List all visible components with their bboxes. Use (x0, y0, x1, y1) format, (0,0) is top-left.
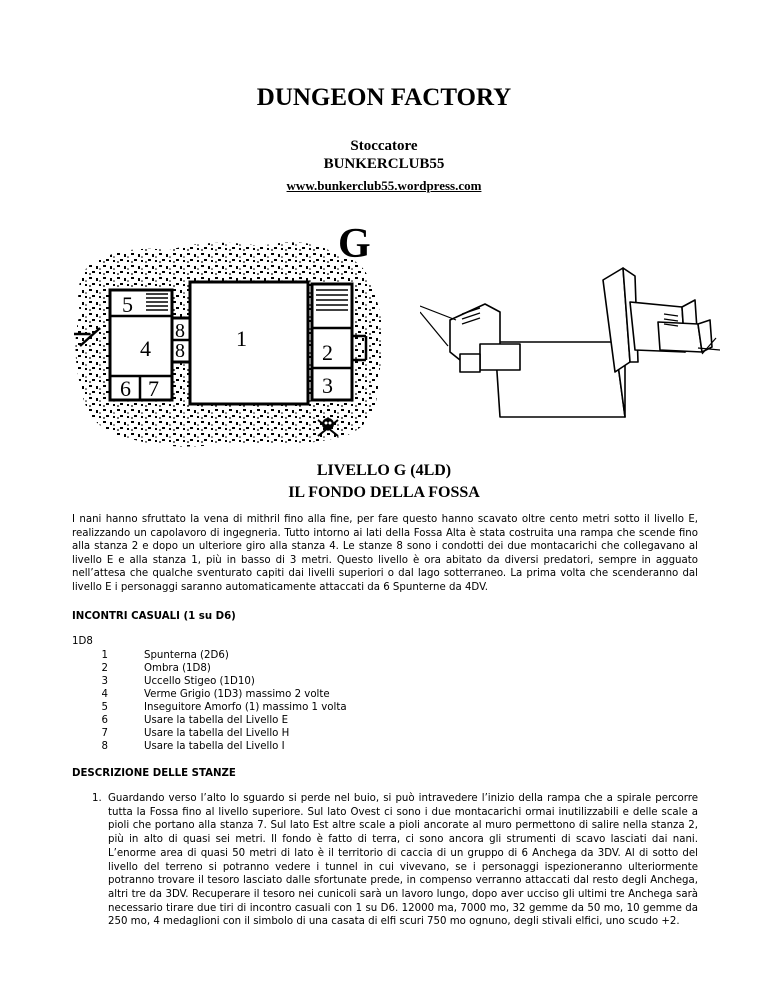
encounter-description: Spunterna (2D6) (144, 650, 229, 661)
encounter-number: 8 (101, 741, 108, 752)
isometric-drawing (420, 262, 720, 432)
dungeon-map (60, 221, 400, 458)
encounter-number: 7 (101, 728, 108, 739)
map-room-label-8a: 8 (175, 320, 185, 342)
encounters-heading: INCONTRI CASUALI (1 su D6) (72, 611, 236, 622)
table-row (72, 740, 572, 753)
table-row (72, 714, 572, 727)
document-title: DUNGEON FACTORY (256, 84, 512, 111)
map-room-label-7: 7 (148, 376, 159, 401)
map-room-label-4: 4 (140, 336, 151, 361)
room-description: Guardando verso l’alto lo sguardo si perde nel buio, si può intravedere l’inizio della rampa che a spirale percorre tutta la Fossa fino al livello superiore. Sul lato Ovest ci sono i due montacarichi ormai inutilizzabili e delle scale a pioli che portano alla stanza 7. Sul lato Est altre scale a pioli ancorate al muro permettono di salire nella stanza 2, più in alto di quasi sei metri. Il fondo è fatto di terra, ci sono ancora gli strumenti di scavo lasciati dai nani. L’enorme area di quasi 50 metri di lato è il territorio di caccia di un gruppo di 6 Anchega da 3DV. Al di sotto del livello del terreno si potranno vedere i tunnel in cui vivevano, se i personaggi ispezioneranno ulteriormente potranno trovare il tesoro lasciato dalle sfortunate prede, in compenso verranno attaccati dal resto degli Anchega, altri tre da 3DV. Recuperare il tesoro nei cunicoli sarà un lavoro lungo, dopo aver ucciso gli ultimi tre Anchega sarà necessario tirare due tiri di incontro casuali con 1 su D6. 12000 ma, 7000 mo, 32 gemme da 50 mo, 10 gemme da 250 mo, 4 medaglioni con il simbolo di una casata di elfi scuri 750 mo ognuno, degli stivali elfici, uno scudo +2. (108, 793, 698, 928)
level-subtitle: IL FONDO DELLA FOSSA (288, 484, 480, 501)
map-room-label-8b: 8 (175, 340, 185, 362)
encounter-description: Verme Grigio (1D3) massimo 2 volte (144, 689, 330, 700)
encounter-description: Uccello Stigeo (1D10) (144, 676, 255, 687)
table-row (72, 649, 572, 662)
level-title: LIVELLO G (4LD) (316, 462, 452, 479)
author-name: Stoccatore (350, 138, 418, 154)
map-room-label-1: 1 (236, 326, 247, 351)
encounter-number: 2 (101, 663, 108, 674)
intro-paragraph: I nani hanno sfruttato la vena di mithril fino alla fine, per fare questo hanno scavato oltre cento metri sotto il livello E, realizzando un capolavoro di ingegneria. Tutto intorno ai lati della Fossa Alta è stata costruita una rampa che scende fino alla stanza 2 e dopo un ulteriore giro alla stanza 4. Le stanze 8 sono i condotti dei due montacarichi che collegavano al livello E e alla stanza 1, più in basso di 3 metri. Questo livello è ora abitato da diversi predatori, sempre in agguato nell’attesa che qualche sventurato capiti dai livelli superiori o dal lago sotterraneo. La prima volta che scenderanno dal livello E i personaggi saranno automaticamente attaccati da 6 Spunterne da 4DV. (72, 514, 698, 593)
map-room-label-3: 3 (322, 373, 333, 398)
map-room-label-6: 6 (120, 376, 131, 401)
table-row (72, 675, 572, 688)
table-row (72, 688, 572, 701)
website-link[interactable]: www.bunkerclub55.wordpress.com (286, 178, 482, 193)
map-room-label-5: 5 (122, 292, 133, 317)
map-room-label-2: 2 (322, 340, 333, 365)
group-name: BUNKERCLUB55 (323, 156, 445, 172)
table-row (72, 727, 572, 740)
encounter-number: 4 (101, 689, 108, 700)
rooms-heading: DESCRIZIONE DELLE STANZE (72, 768, 236, 779)
encounter-number: 5 (101, 702, 108, 713)
encounter-number: 1 (101, 650, 108, 661)
encounter-description: Usare la tabella del Livello H (144, 728, 290, 739)
encounter-description: Inseguitore Amorfo (1) massimo 1 volta (144, 702, 347, 713)
table-row (72, 662, 572, 675)
encounters-dice: 1D8 (72, 636, 93, 647)
room-list (72, 792, 698, 929)
encounter-description: Usare la tabella del Livello I (144, 741, 285, 752)
table-row (72, 701, 572, 714)
encounter-number: 3 (101, 676, 108, 687)
encounter-description: Ombra (1D8) (144, 663, 211, 674)
room-number: 1. (92, 793, 102, 804)
encounter-number: 6 (101, 715, 108, 726)
encounter-description: Usare la tabella del Livello E (144, 715, 289, 726)
map-level-letter: G (338, 221, 371, 267)
isometric-view (420, 262, 720, 432)
encounters-table (72, 649, 572, 753)
list-item (72, 792, 698, 929)
